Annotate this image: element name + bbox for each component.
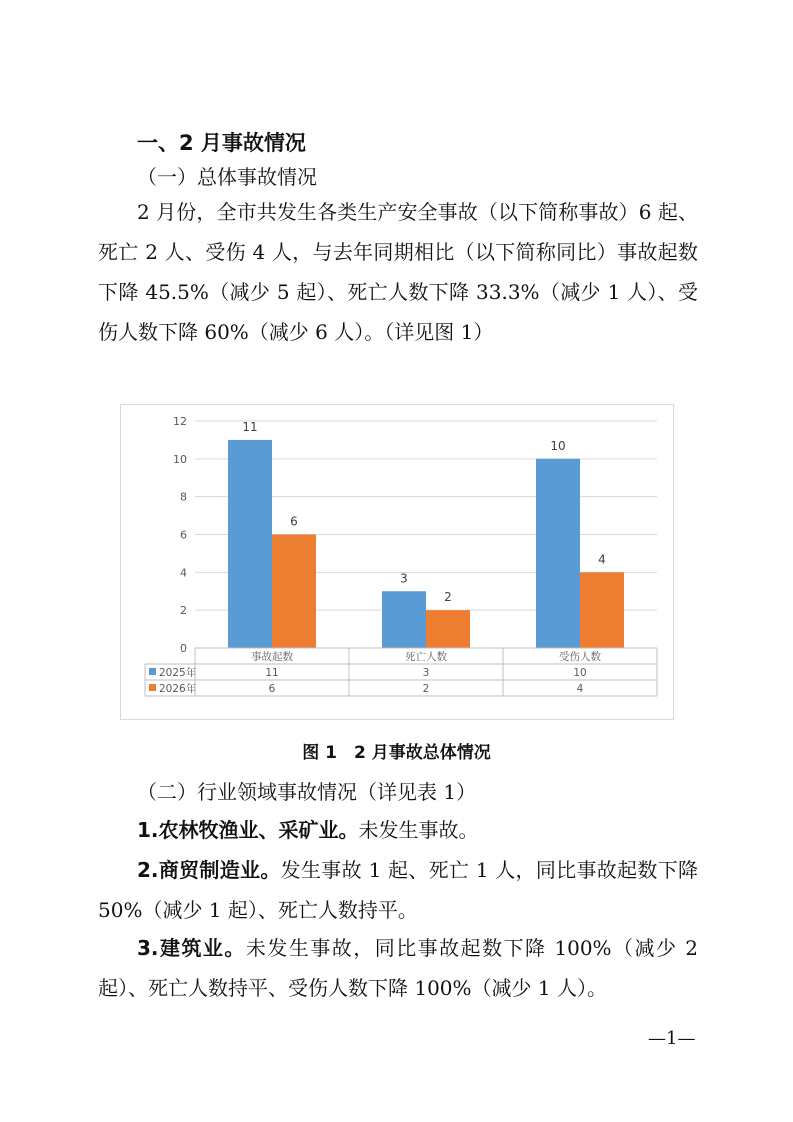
y-tick-label: 0 (180, 642, 187, 655)
section-heading: 一、2 月事故情况 (137, 131, 306, 155)
data-label: 2 (444, 590, 452, 605)
subsection-heading-overall: （一）总体事故情况 (137, 165, 317, 189)
y-tick-label: 6 (180, 528, 187, 542)
y-tick-label: 2 (180, 604, 187, 618)
industry-item-1-text: 未发生事故。 (358, 818, 479, 842)
y-tick-label: 4 (180, 566, 187, 580)
bar-series1 (382, 591, 426, 648)
industry-item-2-text: 发生事故 1 起、死亡 1 人，同比事故起数下降 50%（减少 1 起）、死亡人数持平。 (98, 858, 698, 922)
data-label: 11 (242, 419, 258, 434)
y-tick-label: 12 (173, 415, 187, 428)
industry-item-3 (98, 928, 698, 1008)
overall-paragraph: 2 月份，全市共发生各类生产安全事故（以下简称事故）6 起、死亡 2 人、受伤 4 人，与去年同期相比（以下简称同比）事故起数下降 45.5%（减少 5 起）、死亡人数下降 33.3%（减少 1 人）、受伤人数下降 60%（减少 6 人）。（详见图 1） (98, 200, 698, 344)
table-cell: 10 (573, 667, 587, 679)
bar-series1 (228, 440, 272, 648)
data-label: 3 (400, 571, 408, 586)
bar-series2 (580, 572, 624, 648)
legend-label: 2025年 (159, 667, 197, 679)
data-label: 6 (290, 514, 298, 529)
category-label: 事故起数 (251, 651, 293, 663)
bar-series2 (426, 610, 470, 648)
legend-swatch (149, 668, 156, 675)
industry-item-2 (98, 850, 698, 930)
y-tick-label: 10 (173, 452, 187, 466)
data-label: 4 (598, 552, 606, 567)
table-cell: 11 (265, 667, 279, 679)
table-cell: 3 (422, 667, 430, 679)
figure-caption: 图 1 2 月事故总体情况 (302, 743, 491, 763)
data-label: 10 (550, 438, 566, 453)
industry-item-2-title: 2.商贸制造业。 (137, 858, 281, 882)
category-label: 死亡人数 (405, 651, 447, 663)
page-number: —1— (648, 1028, 696, 1049)
table-cell: 4 (576, 683, 584, 695)
table-cell: 6 (268, 683, 276, 695)
subsection-heading-industry: （二）行业领域事故情况（详见表 1） (137, 780, 477, 804)
table-cell: 2 (422, 683, 430, 695)
industry-item-1-title: 1.农林牧渔业、采矿业。 (137, 818, 359, 842)
legend-swatch (149, 684, 156, 691)
industry-item-1 (98, 810, 698, 850)
y-tick-label: 8 (180, 490, 187, 504)
accident-bar-chart (121, 405, 673, 719)
industry-item-3-title: 3.建筑业。 (137, 936, 246, 960)
category-label: 受伤人数 (559, 651, 601, 663)
chart-frame (120, 404, 674, 720)
industry-item-3-text: 未发生事故，同比事故起数下降 100%（减少 2 起）、死亡人数持平、受伤人数下降 100%（减少 1 人）。 (98, 936, 698, 1000)
legend-label: 2026年 (159, 683, 197, 695)
bar-series1 (536, 459, 580, 648)
bar-series2 (272, 535, 316, 649)
